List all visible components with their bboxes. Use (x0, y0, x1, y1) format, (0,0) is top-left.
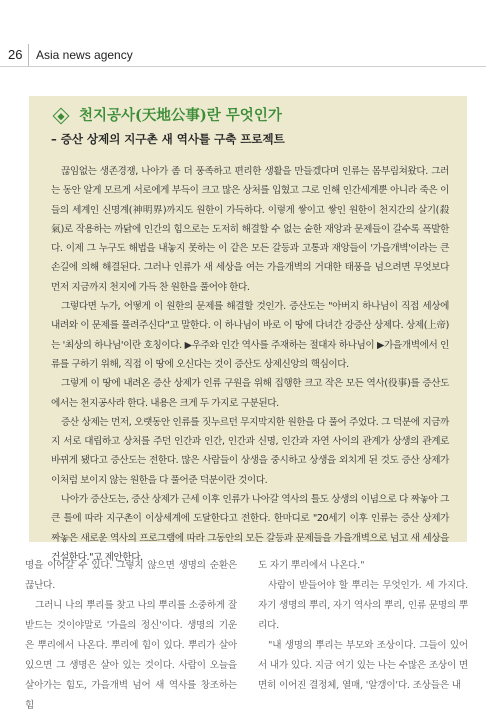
column-paragraph: 그러니 나의 뿌리를 찾고 나의 뿌리를 소중하게 잘 받드는 것이야말로 '가을의 정신'이다. 생명의 기운은 뿌리에서 나온다. 뿌리에 힘이 있다. 뿌리가 살아 있으면 그 생명은 살아 있는 것이다. 사람이 오늘을 살아가는 힘도, 가을개벽 넘어 새 역사를 창조하는 힘 (25, 600, 237, 711)
column-paragraph: 사람이 받들어야 할 뿌리는 무엇인가. 세 가지다. 자기 생명의 뿌리, 자기 역사의 뿌리, 인류 문명의 뿌리다. (258, 580, 468, 631)
box-subtitle: – 증산 상제의 지구촌 새 역사틀 구축 프로젝트 (51, 132, 285, 146)
box-paragraph: 그렇게 이 땅에 내려온 증산 상제가 인류 구원을 위해 집행한 크고 작은 모든 역사(役事)를 증산도에서는 천지공사라 한다. 내용은 크게 두 가지로 구분된다. (51, 378, 449, 409)
page-number: 26 (8, 47, 23, 62)
box-body (51, 162, 449, 567)
header-rule (0, 66, 486, 67)
column-paragraph: 도 자기 뿌리에서 나온다." (258, 560, 365, 571)
column-paragraph: "내 생명의 뿌리는 부모와 조상이다. 그들이 있어서 내가 있다. 지금 여기 있는 나는 수많은 조상이 면면히 이어진 결정체, 열매, '알갱이'다. 조상들은 내 (258, 640, 468, 691)
publication-name: Asia news agency (36, 48, 133, 62)
box-paragraph: 그렇다면 누가, 어떻게 이 원한의 문제를 해결할 것인가. 증산도는 "아버지 하나님이 직접 세상에 내려와 이 문제를 풀려주신다"고 말한다. 이 하나님이 바로 이 땅에 다녀간 강증산 상제다. 상제(上帝)는 '최상의 하나님'이란 호칭이다. ▶우주와 인간 역사를 주재하는 절대자 하나님이 ▶가을개벽에서 인류를 구하기 위해, 직접 이 땅에 오신다는 것이 증산도 상제신앙의 핵심이다. (51, 301, 449, 370)
right-column (258, 556, 468, 696)
column-paragraph: 명을 이어갈 수 있다. 그렇지 않으면 생명의 순환은 끊난다. (25, 560, 237, 591)
box-title (51, 106, 449, 126)
page-header (0, 0, 486, 66)
box-paragraph: 증산 상제는 먼저, 오랫동안 인류를 짓누르던 무지막지한 원한을 다 풀어 주었다. 그 덕분에 지금까지 서로 대립하고 상처를 주던 인간과 인간, 인간과 신명, 인간과 자연 사이의 관계가 상생의 관계로 바뀌게 됐다고 증산도는 전한다. 많은 사람들이 상생을 중시하고 상생을 외치게 된 것도 증산 상제가 이처럼 보이지 않는 원한을 다 풀어준 덕분이란 것이다. (51, 416, 449, 486)
box-paragraph: 끊임없는 생존경쟁, 나아가 좀 더 풍족하고 편리한 생활을 만들겠다며 인류는 몸부림쳐왔다. 그러는 동안 알게 모르게 서로에게 부득이 크고 많은 상처를 입혔고 그로 인해 인간세계뿐 아니라 죽은 이들의 세계인 신명계(神明界)까지도 원한이 가득하다. 이렇게 쌓이고 쌓인 원한이 천지간의 살기(殺氣)로 작용하는 까닭에 인간의 힘으로는 도저히 해결할 수 없는 숱한 재앙과 문제들이 갈수록 폭발한다. 이제 그 누구도 해법을 내놓지 못하는 이 같은 모든 갈등과 고통과 재앙들이 '가을개벽'이라는 큰 손길에 의해 해결된다. 그러나 인류가 새 세상을 여는 가을개벽의 거대한 태풍을 넘으려면 무엇보다 먼저 지금까지 천지에 가득 찬 원한을 풀어야 한다. (51, 166, 449, 293)
diamond-bullet-icon (53, 107, 70, 124)
left-column (25, 556, 237, 716)
sidebar-box (29, 96, 467, 563)
box-title-text: 천지공사(天地公事)란 무엇인가 (79, 107, 282, 124)
box-paragraph: 나아가 증산도는, 증산 상제가 근세 이후 인류가 나아갈 역사의 틀도 상생의 이념으로 다 짜놓아 그 큰 틀에 따라 지구촌이 이상세계에 도달한다고 전한다. 한마디로 "20세기 이후 인류는 증산 상제가 짜놓은 새로운 역사의 프로그램에 따라 그동안의 모든 갈등과 문제들을 가을개벽으로 넘고 새 세상을 건설한다."고 제안한다. (51, 494, 449, 563)
header-divider (28, 44, 29, 66)
